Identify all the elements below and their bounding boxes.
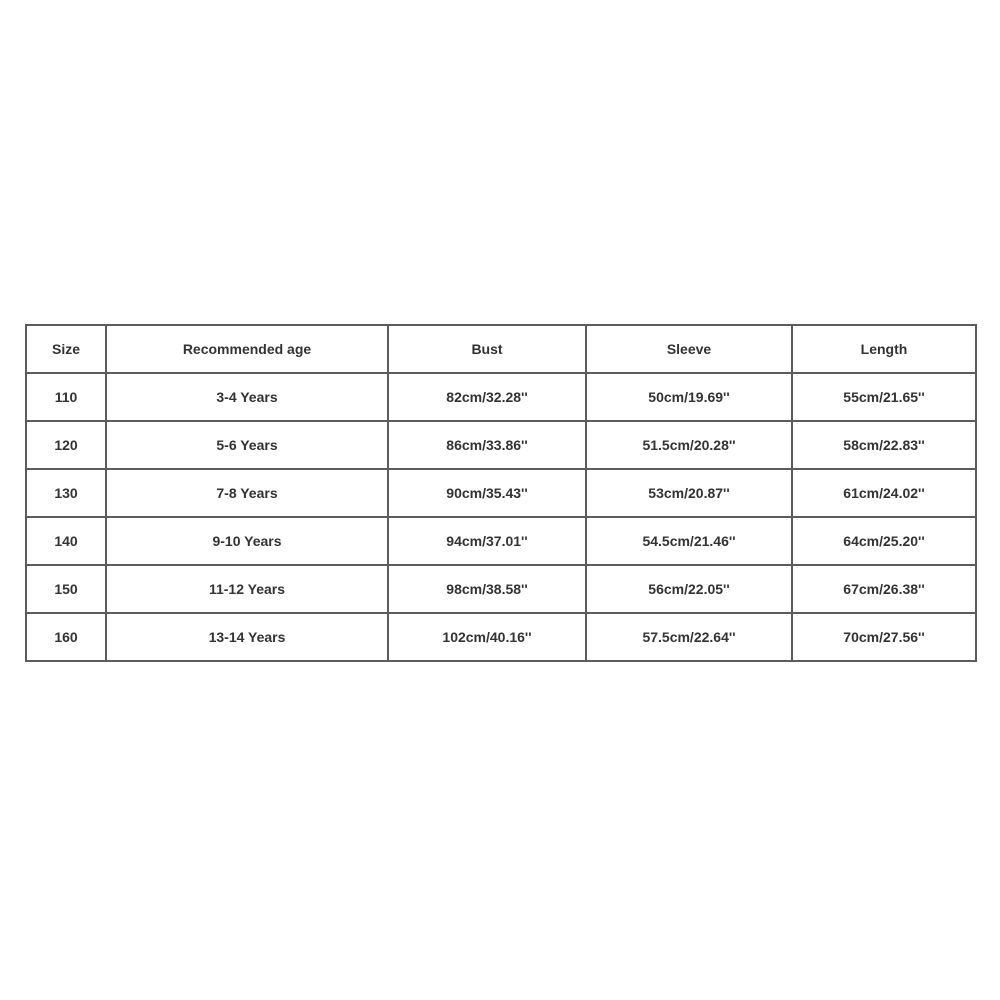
cell-recommended-age: 11-12 Years: [106, 565, 388, 613]
cell-length: 70cm/27.56'': [792, 613, 976, 661]
cell-sleeve: 50cm/19.69'': [586, 373, 792, 421]
header-recommended-age: Recommended age: [106, 325, 388, 373]
table-row: [26, 613, 976, 661]
table-row: [26, 517, 976, 565]
cell-size: 150: [26, 565, 106, 613]
table-row: [26, 421, 976, 469]
header-bust: Bust: [388, 325, 586, 373]
cell-sleeve: 54.5cm/21.46'': [586, 517, 792, 565]
table-row: [26, 373, 976, 421]
cell-bust: 102cm/40.16'': [388, 613, 586, 661]
cell-length: 67cm/26.38'': [792, 565, 976, 613]
cell-length: 58cm/22.83'': [792, 421, 976, 469]
table-row: [26, 565, 976, 613]
cell-size: 160: [26, 613, 106, 661]
header-size: Size: [26, 325, 106, 373]
cell-length: 61cm/24.02'': [792, 469, 976, 517]
cell-length: 55cm/21.65'': [792, 373, 976, 421]
cell-sleeve: 53cm/20.87'': [586, 469, 792, 517]
cell-sleeve: 57.5cm/22.64'': [586, 613, 792, 661]
cell-sleeve: 51.5cm/20.28'': [586, 421, 792, 469]
header-length: Length: [792, 325, 976, 373]
cell-bust: 86cm/33.86'': [388, 421, 586, 469]
cell-recommended-age: 3-4 Years: [106, 373, 388, 421]
cell-recommended-age: 9-10 Years: [106, 517, 388, 565]
size-chart-table: [25, 324, 977, 662]
header-sleeve: Sleeve: [586, 325, 792, 373]
cell-bust: 98cm/38.58'': [388, 565, 586, 613]
cell-sleeve: 56cm/22.05'': [586, 565, 792, 613]
cell-size: 130: [26, 469, 106, 517]
cell-size: 120: [26, 421, 106, 469]
cell-size: 140: [26, 517, 106, 565]
cell-recommended-age: 7-8 Years: [106, 469, 388, 517]
cell-bust: 82cm/32.28'': [388, 373, 586, 421]
cell-bust: 90cm/35.43'': [388, 469, 586, 517]
cell-length: 64cm/25.20'': [792, 517, 976, 565]
cell-recommended-age: 13-14 Years: [106, 613, 388, 661]
cell-recommended-age: 5-6 Years: [106, 421, 388, 469]
table-header-row: [26, 325, 976, 373]
cell-size: 110: [26, 373, 106, 421]
cell-bust: 94cm/37.01'': [388, 517, 586, 565]
table-row: [26, 469, 976, 517]
